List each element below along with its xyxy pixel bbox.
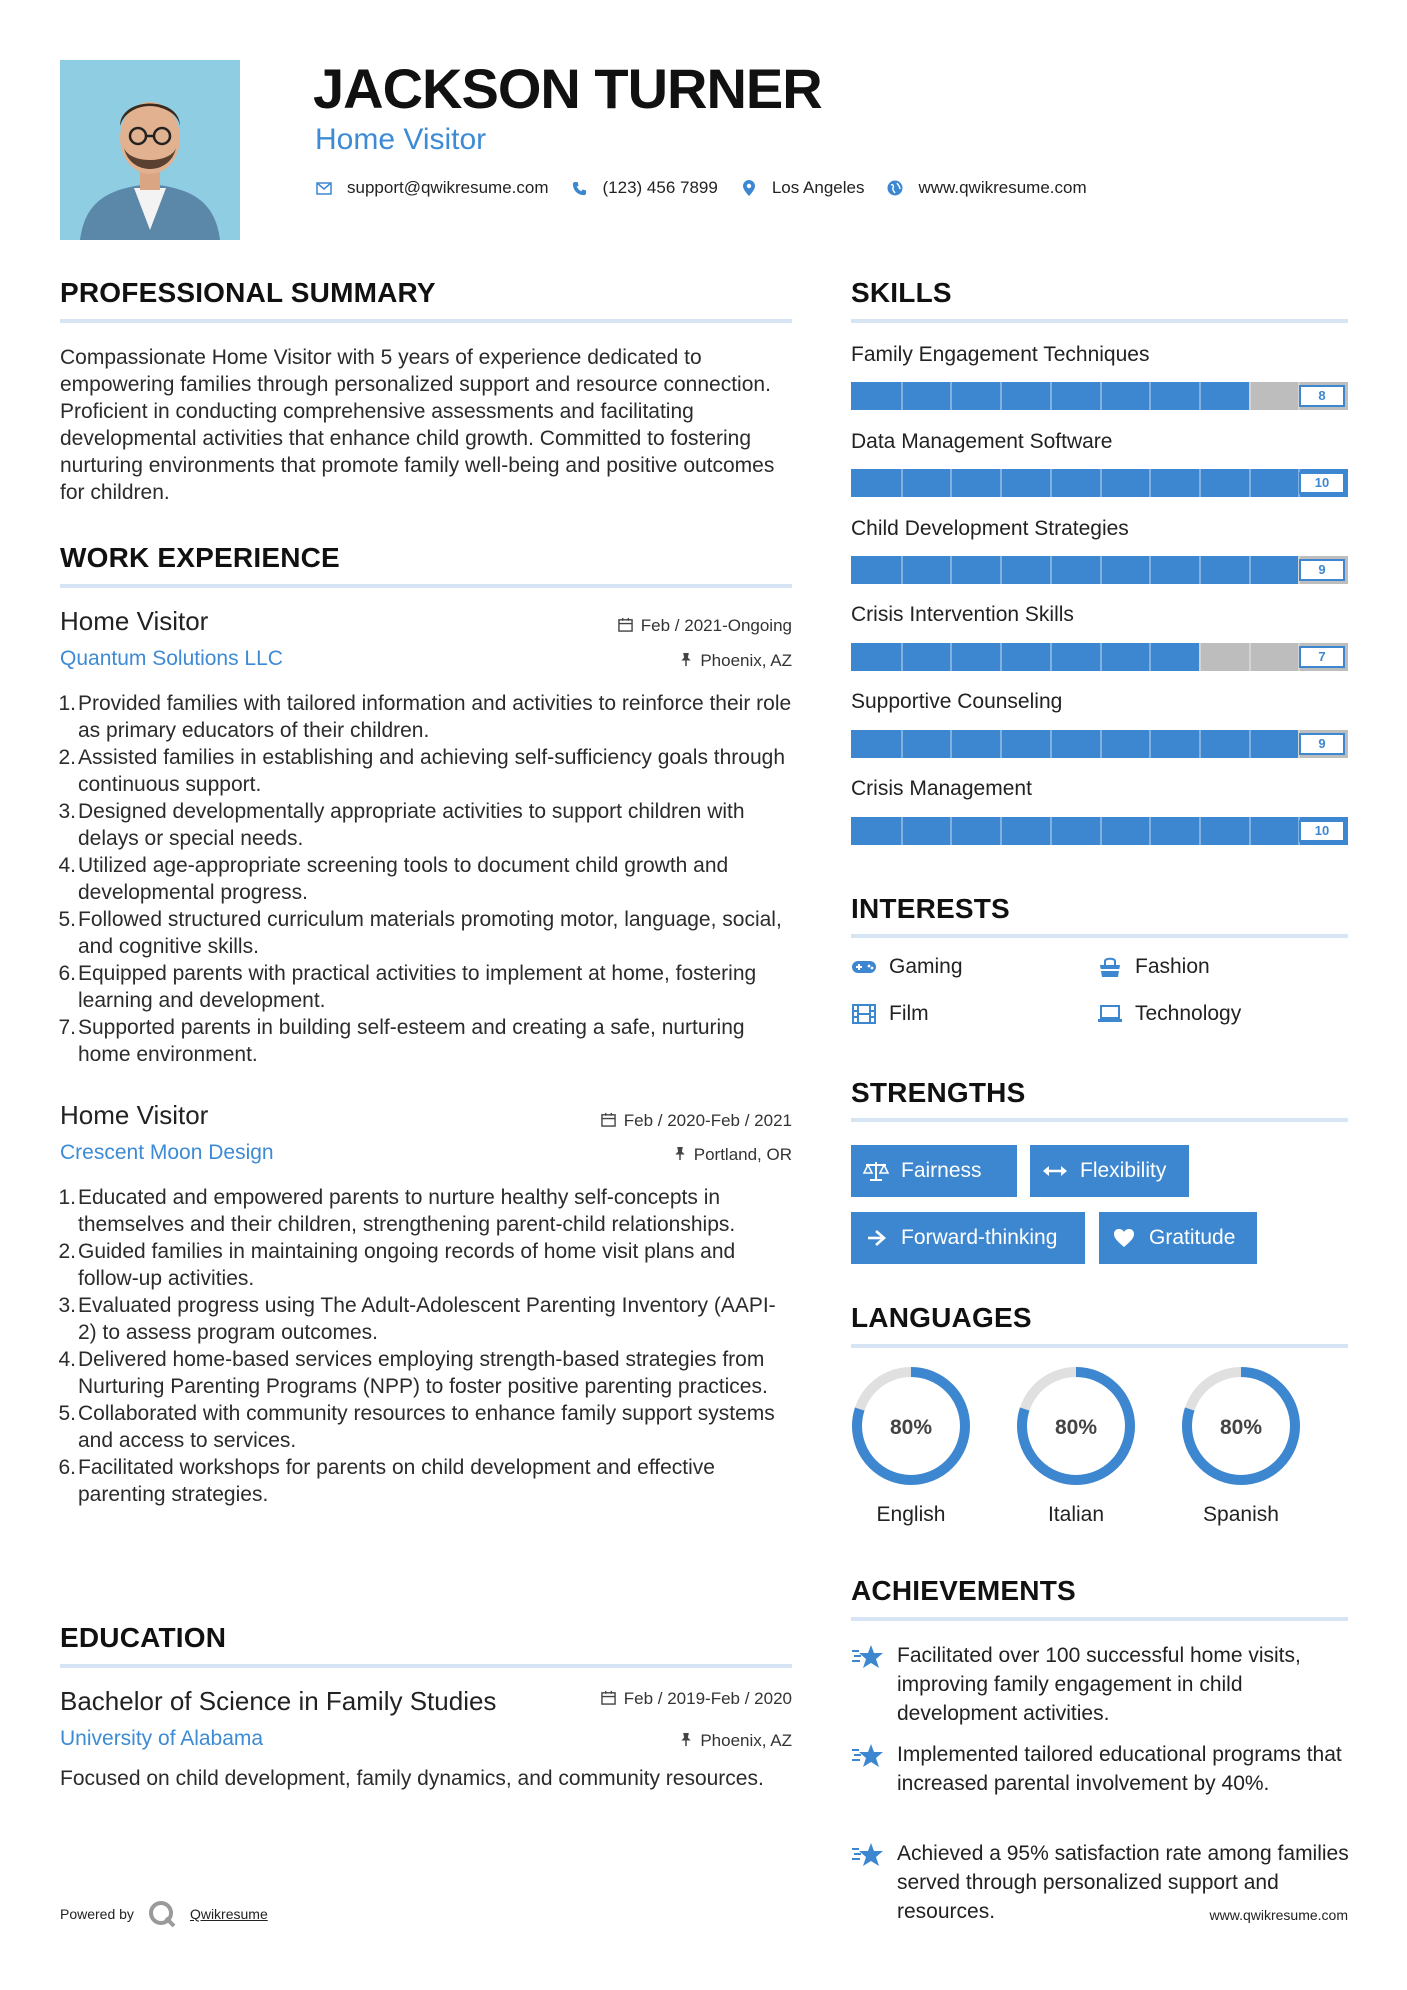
language-label: Spanish xyxy=(1203,1503,1279,1526)
interest-technology xyxy=(1097,1002,1241,1026)
map-pin-icon xyxy=(740,180,758,196)
skill-segment-divider xyxy=(1149,556,1151,584)
strength-label: Flexibility xyxy=(1080,1159,1167,1182)
edu-dates-text: Feb / 2019-Feb / 2020 xyxy=(623,1689,792,1708)
skill-segment-divider xyxy=(1000,817,1002,845)
edu-school: University of Alabama xyxy=(60,1727,264,1750)
skill-segment-divider xyxy=(1050,643,1052,671)
job-1-dates-text: Feb / 2021-Ongoing xyxy=(640,616,792,635)
contact-bar xyxy=(315,178,1109,198)
skill-segment-divider xyxy=(1000,382,1002,410)
calendar-icon xyxy=(601,1112,616,1131)
skill-segment-divider xyxy=(950,817,952,845)
calendar-icon xyxy=(618,617,633,636)
list-item: 6. Facilitated workshops for parents on child development and effective parenting strategies. xyxy=(58,1456,715,1506)
interest-label: Film xyxy=(889,1002,929,1025)
skill-segment-divider xyxy=(1000,469,1002,497)
list-item: 1. Provided families with tailored information and activities to reinforce their role as primary educators of their children. xyxy=(58,692,792,742)
language-percent: 80% xyxy=(1219,1416,1263,1439)
contact-email[interactable] xyxy=(315,178,549,198)
skill-segment-divider xyxy=(1100,382,1102,410)
language-label: Italian xyxy=(1047,1503,1105,1526)
list-item: 4. Utilized age-appropriate screening tools to document child growth and developmental progress. xyxy=(58,854,729,904)
edu-location xyxy=(680,1731,792,1751)
skill-segment-divider xyxy=(1249,643,1251,671)
interest-label: Gaming xyxy=(889,955,963,978)
skill-segment-divider xyxy=(901,643,903,671)
skill-segment-divider xyxy=(1050,469,1052,497)
skill-segment-divider xyxy=(1050,556,1052,584)
skill-segment-divider xyxy=(1199,730,1201,758)
qwikresume-logo-icon xyxy=(148,1900,176,1928)
achievement-item xyxy=(851,1641,1351,1728)
footer-website[interactable]: www.qwikresume.com xyxy=(1209,1907,1348,1923)
skill-segment-divider xyxy=(1249,817,1251,845)
skill-segment-divider xyxy=(950,730,952,758)
skill-segment-divider xyxy=(1199,469,1201,497)
star-icon xyxy=(851,1740,897,1798)
skill-segment-divider xyxy=(950,469,952,497)
list-item: 1. Educated and empowered parents to nurture healthy self-concepts in themselves and their children, strengthening parent-child relationships. xyxy=(58,1186,736,1236)
skill-segment-divider xyxy=(901,382,903,410)
language-ring xyxy=(1015,1365,1137,1487)
skill-segment-divider xyxy=(1050,382,1052,410)
summary-heading: PROFESSIONAL SUMMARY xyxy=(60,277,436,308)
strength-gratitude xyxy=(1099,1212,1257,1264)
star-icon xyxy=(851,1641,897,1728)
skill-bar xyxy=(851,730,1348,758)
education-rule xyxy=(60,1664,792,1668)
skill-label: Child Development Strategies xyxy=(851,517,1129,540)
languages-heading: LANGUAGES xyxy=(851,1302,1032,1333)
powered-by-label: Powered by xyxy=(60,1906,134,1922)
pushpin-icon xyxy=(680,1732,692,1751)
skill-segment-divider xyxy=(1100,730,1102,758)
skill-bar xyxy=(851,643,1348,671)
skill-segment-divider xyxy=(950,556,952,584)
achievements-heading: ACHIEVEMENTS xyxy=(851,1575,1076,1606)
laptop-icon xyxy=(1097,1003,1123,1025)
job-2-location-text: Portland, OR xyxy=(693,1145,792,1164)
interest-film xyxy=(851,1002,929,1026)
candidate-name: JACKSON TURNER xyxy=(313,57,822,120)
skill-bar xyxy=(851,556,1348,584)
job-2-title: Home Visitor xyxy=(60,1100,209,1130)
list-item: 7. Supported parents in building self-esteem and creating a safe, nurturing home environment. xyxy=(58,1016,745,1066)
experience-heading: WORK EXPERIENCE xyxy=(60,542,340,573)
skill-segment-divider xyxy=(1149,643,1151,671)
skill-segment-divider xyxy=(1199,556,1201,584)
globe-icon xyxy=(886,180,904,196)
list-item: 6. Equipped parents with practical activities to implement at home, fostering learning and development. xyxy=(58,962,757,1012)
email-text: support@qwikresume.com xyxy=(347,178,549,197)
job-2-bullets xyxy=(60,1184,792,1508)
skill-value: 10 xyxy=(1299,472,1345,494)
skill-segment-divider xyxy=(1000,730,1002,758)
skill-segment-divider xyxy=(1000,643,1002,671)
languages-rule xyxy=(851,1344,1348,1348)
job-1-title: Home Visitor xyxy=(60,606,209,636)
skill-value: 9 xyxy=(1299,733,1345,755)
skill-bar xyxy=(851,382,1348,410)
skill-segment-divider xyxy=(1149,817,1151,845)
interest-fashion xyxy=(1097,955,1210,979)
skill-segment-divider xyxy=(950,643,952,671)
skill-fill xyxy=(851,730,1298,758)
language-ring xyxy=(850,1365,972,1487)
qwikresume-link[interactable]: Qwikresume xyxy=(189,1906,268,1922)
calendar-icon xyxy=(601,1690,616,1709)
language-ring xyxy=(1180,1365,1302,1487)
skill-segment-divider xyxy=(1249,382,1251,410)
interest-gaming xyxy=(851,955,963,979)
edu-dates xyxy=(601,1689,792,1709)
star-icon xyxy=(851,1839,897,1926)
powered-by xyxy=(60,1900,268,1928)
phone-text: (123) 456 7899 xyxy=(602,178,718,197)
skill-fill xyxy=(851,556,1298,584)
contact-location xyxy=(740,178,865,198)
contact-website[interactable] xyxy=(886,178,1086,198)
skill-segment-divider xyxy=(1100,643,1102,671)
contact-phone[interactable] xyxy=(571,178,718,198)
arrows-horizontal-icon xyxy=(1042,1164,1068,1178)
skill-segment-divider xyxy=(1249,469,1251,497)
experience-rule xyxy=(60,584,792,588)
skill-value: 7 xyxy=(1299,646,1345,668)
skill-segment-divider xyxy=(1249,730,1251,758)
list-item: 3. Designed developmentally appropriate activities to support children with delays or special needs. xyxy=(58,800,745,850)
job-1-company: Quantum Solutions LLC xyxy=(60,647,283,670)
summary-text: Compassionate Home Visitor with 5 years of experience dedicated to empowering families through personalized support and resource connection. Proficient in conducting comprehensive assessments and facilitating developmental activities that enhance child growth. Committed to fostering nurturing environments that promote family well-being and positive outcomes for children. xyxy=(60,346,775,504)
list-item: 2. Guided families in maintaining ongoing records of home visit plans and follow-up activities. xyxy=(58,1240,736,1290)
skill-label: Crisis Intervention Skills xyxy=(851,603,1074,626)
job-1-location xyxy=(680,651,792,671)
skill-segment-divider xyxy=(901,730,903,758)
strengths-heading: STRENGTHS xyxy=(851,1077,1026,1108)
job-2-dates-text: Feb / 2020-Feb / 2021 xyxy=(623,1111,792,1130)
job-1-dates xyxy=(618,616,792,636)
achievement-text: Implemented tailored educational programs that increased parental involvement by 40%. xyxy=(897,1743,1342,1795)
achievement-text: Facilitated over 100 successful home visits, improving family engagement in child development activities. xyxy=(897,1644,1301,1725)
skill-bar xyxy=(851,469,1348,497)
skill-segment-divider xyxy=(1100,469,1102,497)
job-2-location xyxy=(674,1145,792,1165)
skill-segment-divider xyxy=(950,382,952,410)
achievement-item xyxy=(851,1740,1351,1798)
skill-segment-divider xyxy=(1249,556,1251,584)
edu-degree: Bachelor of Science in Family Studies xyxy=(60,1686,497,1716)
language-percent: 80% xyxy=(1054,1416,1098,1439)
shopping-bag-icon xyxy=(1097,956,1123,978)
skills-heading: SKILLS xyxy=(851,277,952,308)
skill-segment-divider xyxy=(1149,730,1151,758)
skill-segment-divider xyxy=(1100,817,1102,845)
language-label: English xyxy=(876,1503,946,1526)
gamepad-icon xyxy=(851,956,877,978)
list-item: 2. Assisted families in establishing and achieving self-sufficiency goals through continuous support. xyxy=(58,746,785,796)
language-english xyxy=(850,1365,972,1527)
list-item: 5. Collaborated with community resources to enhance family support systems and access to services. xyxy=(58,1402,775,1452)
strength-forward-thinking xyxy=(851,1212,1085,1264)
list-item: 4. Delivered home-based services employing strength-based strategies from Nurturing Parenting Programs (NPP) to foster positive parenting practices. xyxy=(58,1348,768,1398)
achievement-text: Achieved a 95% satisfaction rate among families served through personalized support and resources. xyxy=(897,1842,1349,1923)
strengths-rule xyxy=(851,1118,1348,1122)
strength-fairness xyxy=(851,1145,1017,1197)
skill-value: 9 xyxy=(1299,559,1345,581)
website-text: www.qwikresume.com xyxy=(918,178,1087,197)
film-icon xyxy=(851,1003,877,1025)
skill-segment-divider xyxy=(1050,730,1052,758)
job-1-location-text: Phoenix, AZ xyxy=(700,651,792,670)
skill-bar xyxy=(851,817,1348,845)
skill-segment-divider xyxy=(1050,817,1052,845)
skill-segment-divider xyxy=(1100,556,1102,584)
job-2-dates xyxy=(601,1111,792,1131)
strength-label: Forward-thinking xyxy=(901,1226,1058,1249)
location-text: Los Angeles xyxy=(771,178,865,197)
achievement-item xyxy=(851,1839,1351,1926)
interests-heading: INTERESTS xyxy=(851,893,1010,924)
skill-segment-divider xyxy=(1199,817,1201,845)
list-item: 3. Evaluated progress using The Adult-Adolescent Parenting Inventory (AAPI-2) to assess program outcomes. xyxy=(58,1294,776,1344)
skill-segment-divider xyxy=(1199,643,1201,671)
skill-segment-divider xyxy=(1000,556,1002,584)
skill-label: Crisis Management xyxy=(851,777,1032,800)
job-2-company: Crescent Moon Design xyxy=(60,1141,274,1164)
skill-segment-divider xyxy=(1149,469,1151,497)
edu-location-text: Phoenix, AZ xyxy=(700,1731,792,1750)
skill-fill xyxy=(851,643,1199,671)
skills-rule xyxy=(851,319,1348,323)
strength-label: Gratitude xyxy=(1149,1226,1236,1249)
skill-segment-divider xyxy=(901,817,903,845)
strength-label: Fairness xyxy=(901,1159,982,1182)
skill-value: 10 xyxy=(1299,820,1345,842)
skill-segment-divider xyxy=(901,469,903,497)
profile-photo xyxy=(60,60,240,240)
arrow-right-icon xyxy=(863,1229,889,1247)
candidate-role: Home Visitor xyxy=(315,123,487,156)
interest-label: Fashion xyxy=(1135,955,1210,978)
interest-label: Technology xyxy=(1135,1002,1242,1025)
achievements-rule xyxy=(851,1617,1348,1621)
pushpin-icon xyxy=(680,652,692,671)
envelope-icon xyxy=(315,182,333,195)
heart-icon xyxy=(1111,1228,1137,1248)
balance-scale-icon xyxy=(863,1160,889,1182)
skill-segment-divider xyxy=(901,556,903,584)
skill-label: Supportive Counseling xyxy=(851,690,1063,713)
job-1-bullets xyxy=(60,690,792,1068)
education-heading: EDUCATION xyxy=(60,1622,227,1653)
language-italian xyxy=(1015,1365,1137,1527)
language-spanish xyxy=(1180,1365,1302,1527)
skill-value: 8 xyxy=(1299,385,1345,407)
language-percent: 80% xyxy=(889,1416,933,1439)
skill-label: Data Management Software xyxy=(851,430,1113,453)
summary-rule xyxy=(60,319,792,323)
strength-flexibility xyxy=(1030,1145,1189,1197)
skill-segment-divider xyxy=(1199,382,1201,410)
skill-label: Family Engagement Techniques xyxy=(851,343,1150,366)
pushpin-icon xyxy=(674,1146,686,1165)
list-item: 5. Followed structured curriculum materials promoting motor, language, social, and cognitive skills. xyxy=(58,908,782,958)
interests-rule xyxy=(851,934,1348,938)
phone-icon xyxy=(571,181,589,196)
skill-segment-divider xyxy=(1149,382,1151,410)
edu-description: Focused on child development, family dynamics, and community resources. xyxy=(60,1767,764,1790)
